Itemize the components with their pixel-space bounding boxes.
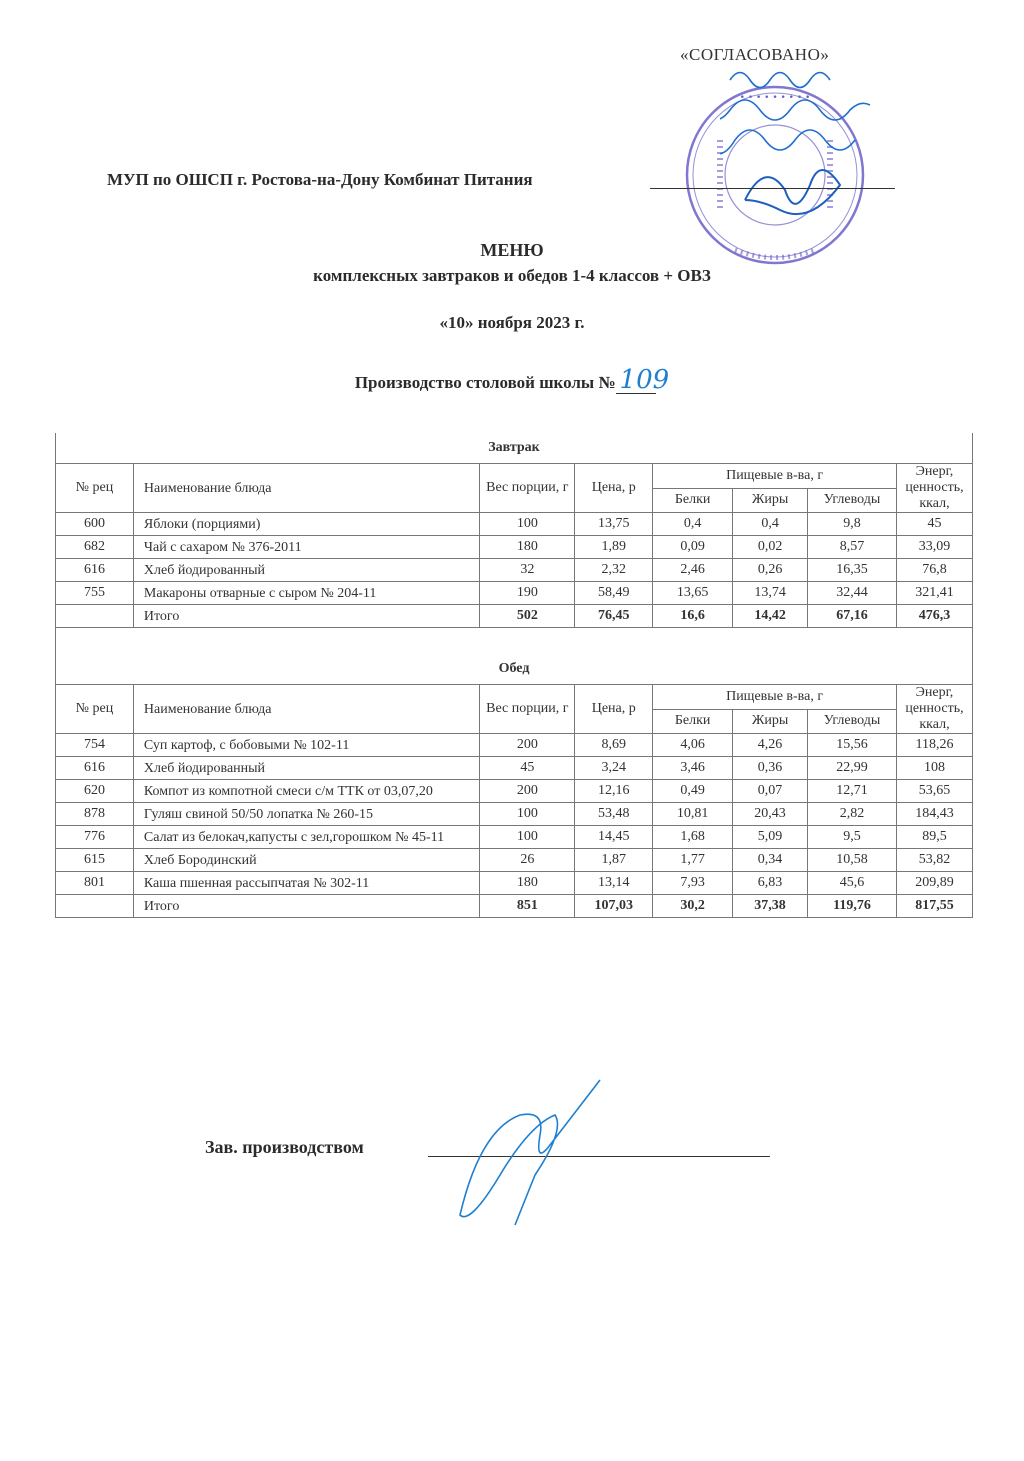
protein: 4,06 bbox=[653, 734, 733, 757]
energy: 53,82 bbox=[896, 849, 972, 872]
carbs: 8,57 bbox=[808, 536, 897, 559]
total-row bbox=[56, 605, 973, 628]
lunch-table bbox=[55, 654, 973, 918]
carbs: 9,5 bbox=[808, 826, 897, 849]
protein: 1,77 bbox=[653, 849, 733, 872]
total-rec-empty bbox=[56, 605, 134, 628]
dish-name: Хлеб йодированный bbox=[133, 559, 479, 582]
protein: 1,68 bbox=[653, 826, 733, 849]
protein: 3,46 bbox=[653, 757, 733, 780]
col-header-fat: Жиры bbox=[733, 488, 808, 513]
col-header-weight: Вес порции, г bbox=[480, 685, 575, 734]
price: 12,16 bbox=[575, 780, 653, 803]
total-price: 107,03 bbox=[575, 895, 653, 918]
dish-name: Каша пшенная рассыпчатая № 302-11 bbox=[133, 872, 479, 895]
table-row bbox=[56, 803, 973, 826]
portion-weight: 180 bbox=[480, 536, 575, 559]
portion-weight: 26 bbox=[480, 849, 575, 872]
total-weight: 851 bbox=[480, 895, 575, 918]
price: 13,14 bbox=[575, 872, 653, 895]
carbs: 45,6 bbox=[808, 872, 897, 895]
dish-name: Компот из компотной смеси с/м ТТК от 03,07,20 bbox=[133, 780, 479, 803]
fat: 13,74 bbox=[733, 582, 808, 605]
price: 53,48 bbox=[575, 803, 653, 826]
recipe-number: 878 bbox=[56, 803, 134, 826]
col-header-carbs: Углеводы bbox=[808, 709, 897, 734]
fat: 0,34 bbox=[733, 849, 808, 872]
total-fat: 37,38 bbox=[733, 895, 808, 918]
recipe-number: 600 bbox=[56, 513, 134, 536]
carbs: 2,82 bbox=[808, 803, 897, 826]
total-carbs: 119,76 bbox=[808, 895, 897, 918]
col-header-protein: Белки bbox=[653, 709, 733, 734]
col-header-name: Наименование блюда bbox=[133, 685, 479, 734]
portion-weight: 200 bbox=[480, 780, 575, 803]
portion-weight: 32 bbox=[480, 559, 575, 582]
carbs: 12,71 bbox=[808, 780, 897, 803]
price: 14,45 bbox=[575, 826, 653, 849]
total-rec-empty bbox=[56, 895, 134, 918]
breakfast-title: Завтрак bbox=[56, 433, 973, 464]
energy: 89,5 bbox=[896, 826, 972, 849]
price: 1,87 bbox=[575, 849, 653, 872]
carbs: 10,58 bbox=[808, 849, 897, 872]
price: 13,75 bbox=[575, 513, 653, 536]
dish-name: Салат из белокач,капусты с зел,горошком № 45-11 bbox=[133, 826, 479, 849]
energy: 118,26 bbox=[896, 734, 972, 757]
total-label: Итого bbox=[133, 895, 479, 918]
portion-weight: 100 bbox=[480, 826, 575, 849]
fat: 6,83 bbox=[733, 872, 808, 895]
table-row bbox=[56, 582, 973, 605]
director-handwriting bbox=[720, 60, 950, 260]
organization-name: МУП по ОШСП г. Ростова-на-Дону Комбинат Питания bbox=[107, 170, 533, 189]
lunch-title-row bbox=[56, 654, 973, 685]
approval-heading: «СОГЛАСОВАНО» bbox=[680, 45, 830, 64]
total-protein: 30,2 bbox=[653, 895, 733, 918]
col-header-fat: Жиры bbox=[733, 709, 808, 734]
recipe-number: 776 bbox=[56, 826, 134, 849]
fat: 5,09 bbox=[733, 826, 808, 849]
protein: 0,4 bbox=[653, 513, 733, 536]
energy: 45 bbox=[896, 513, 972, 536]
carbs: 22,99 bbox=[808, 757, 897, 780]
dish-name: Гуляш свиной 50/50 лопатка № 260-15 bbox=[133, 803, 479, 826]
document-subtitle: комплексных завтраков и обедов 1-4 классов + ОВЗ bbox=[313, 266, 711, 285]
svg-text:• • • • • • • • •: • • • • • • • • • bbox=[739, 93, 811, 103]
carbs: 16,35 bbox=[808, 559, 897, 582]
fat: 4,26 bbox=[733, 734, 808, 757]
protein: 13,65 bbox=[653, 582, 733, 605]
recipe-number: 615 bbox=[56, 849, 134, 872]
total-label: Итого bbox=[133, 605, 479, 628]
energy: 76,8 bbox=[896, 559, 972, 582]
energy: 53,65 bbox=[896, 780, 972, 803]
table-row bbox=[56, 780, 973, 803]
portion-weight: 100 bbox=[480, 513, 575, 536]
school-number: 109 bbox=[619, 365, 670, 395]
portion-weight: 100 bbox=[480, 803, 575, 826]
school-line bbox=[0, 365, 1024, 395]
price: 58,49 bbox=[575, 582, 653, 605]
col-header-weight: Вес порции, г bbox=[480, 464, 575, 513]
header-row bbox=[56, 685, 973, 710]
col-header-energy: Энерг, ценность, ккал, bbox=[896, 685, 972, 734]
col-header-name: Наименование блюда bbox=[133, 464, 479, 513]
dish-name: Яблоки (порциями) bbox=[133, 513, 479, 536]
table-row bbox=[56, 513, 973, 536]
protein: 0,09 bbox=[653, 536, 733, 559]
production-manager-signature bbox=[440, 1075, 620, 1235]
col-header-price: Цена, р bbox=[575, 685, 653, 734]
col-header-carbs: Углеводы bbox=[808, 488, 897, 513]
price: 8,69 bbox=[575, 734, 653, 757]
col-header-protein: Белки bbox=[653, 488, 733, 513]
total-protein: 16,6 bbox=[653, 605, 733, 628]
col-header-nutrients: Пищевые в-ва, г bbox=[653, 685, 897, 710]
fat: 0,4 bbox=[733, 513, 808, 536]
total-energy: 817,55 bbox=[896, 895, 972, 918]
breakfast-title-row bbox=[56, 433, 973, 464]
recipe-number: 616 bbox=[56, 559, 134, 582]
portion-weight: 45 bbox=[480, 757, 575, 780]
dish-name: Чай с сахаром № 376-2011 bbox=[133, 536, 479, 559]
fat: 0,36 bbox=[733, 757, 808, 780]
col-header-rec: № рец bbox=[56, 464, 134, 513]
col-header-price: Цена, р bbox=[575, 464, 653, 513]
total-carbs: 67,16 bbox=[808, 605, 897, 628]
recipe-number: 754 bbox=[56, 734, 134, 757]
table-row bbox=[56, 536, 973, 559]
protein: 2,46 bbox=[653, 559, 733, 582]
organization-signature-line bbox=[650, 188, 895, 189]
carbs: 9,8 bbox=[808, 513, 897, 536]
col-header-nutrients: Пищевые в-ва, г bbox=[653, 464, 897, 489]
school-label: Производство столовой школы № bbox=[354, 373, 616, 392]
total-weight: 502 bbox=[480, 605, 575, 628]
dish-name: Макароны отварные с сыром № 204-11 bbox=[133, 582, 479, 605]
protein: 7,93 bbox=[653, 872, 733, 895]
energy: 321,41 bbox=[896, 582, 972, 605]
fat: 0,07 bbox=[733, 780, 808, 803]
fat: 20,43 bbox=[733, 803, 808, 826]
dish-name: Хлеб Бородинский bbox=[133, 849, 479, 872]
protein: 10,81 bbox=[653, 803, 733, 826]
energy: 108 bbox=[896, 757, 972, 780]
header-row bbox=[56, 464, 973, 489]
lunch-title: Обед bbox=[56, 654, 973, 685]
carbs: 15,56 bbox=[808, 734, 897, 757]
recipe-number: 620 bbox=[56, 780, 134, 803]
dish-name: Суп картоф, с бобовыми № 102-11 bbox=[133, 734, 479, 757]
table-row bbox=[56, 757, 973, 780]
price: 3,24 bbox=[575, 757, 653, 780]
energy: 33,09 bbox=[896, 536, 972, 559]
menu-date: «10» ноября 2023 г. bbox=[439, 313, 585, 332]
total-energy: 476,3 bbox=[896, 605, 972, 628]
recipe-number: 755 bbox=[56, 582, 134, 605]
dish-name: Хлеб йодированный bbox=[133, 757, 479, 780]
price: 1,89 bbox=[575, 536, 653, 559]
fat: 0,02 bbox=[733, 536, 808, 559]
recipe-number: 801 bbox=[56, 872, 134, 895]
recipe-number: 682 bbox=[56, 536, 134, 559]
table-row bbox=[56, 872, 973, 895]
table-row bbox=[56, 849, 973, 872]
portion-weight: 180 bbox=[480, 872, 575, 895]
portion-weight: 190 bbox=[480, 582, 575, 605]
table-row bbox=[56, 826, 973, 849]
recipe-number: 616 bbox=[56, 757, 134, 780]
table-row bbox=[56, 559, 973, 582]
portion-weight: 200 bbox=[480, 734, 575, 757]
total-row bbox=[56, 895, 973, 918]
energy: 209,89 bbox=[896, 872, 972, 895]
document-title: МЕНЮ bbox=[480, 240, 544, 260]
table-row bbox=[56, 734, 973, 757]
col-header-energy: Энерг, ценность, ккал, bbox=[896, 464, 972, 513]
signature-label: Зав. производством bbox=[205, 1137, 364, 1157]
total-fat: 14,42 bbox=[733, 605, 808, 628]
carbs: 32,44 bbox=[808, 582, 897, 605]
fat: 0,26 bbox=[733, 559, 808, 582]
total-price: 76,45 bbox=[575, 605, 653, 628]
breakfast-table bbox=[55, 433, 973, 658]
price: 2,32 bbox=[575, 559, 653, 582]
col-header-rec: № рец bbox=[56, 685, 134, 734]
protein: 0,49 bbox=[653, 780, 733, 803]
energy: 184,43 bbox=[896, 803, 972, 826]
